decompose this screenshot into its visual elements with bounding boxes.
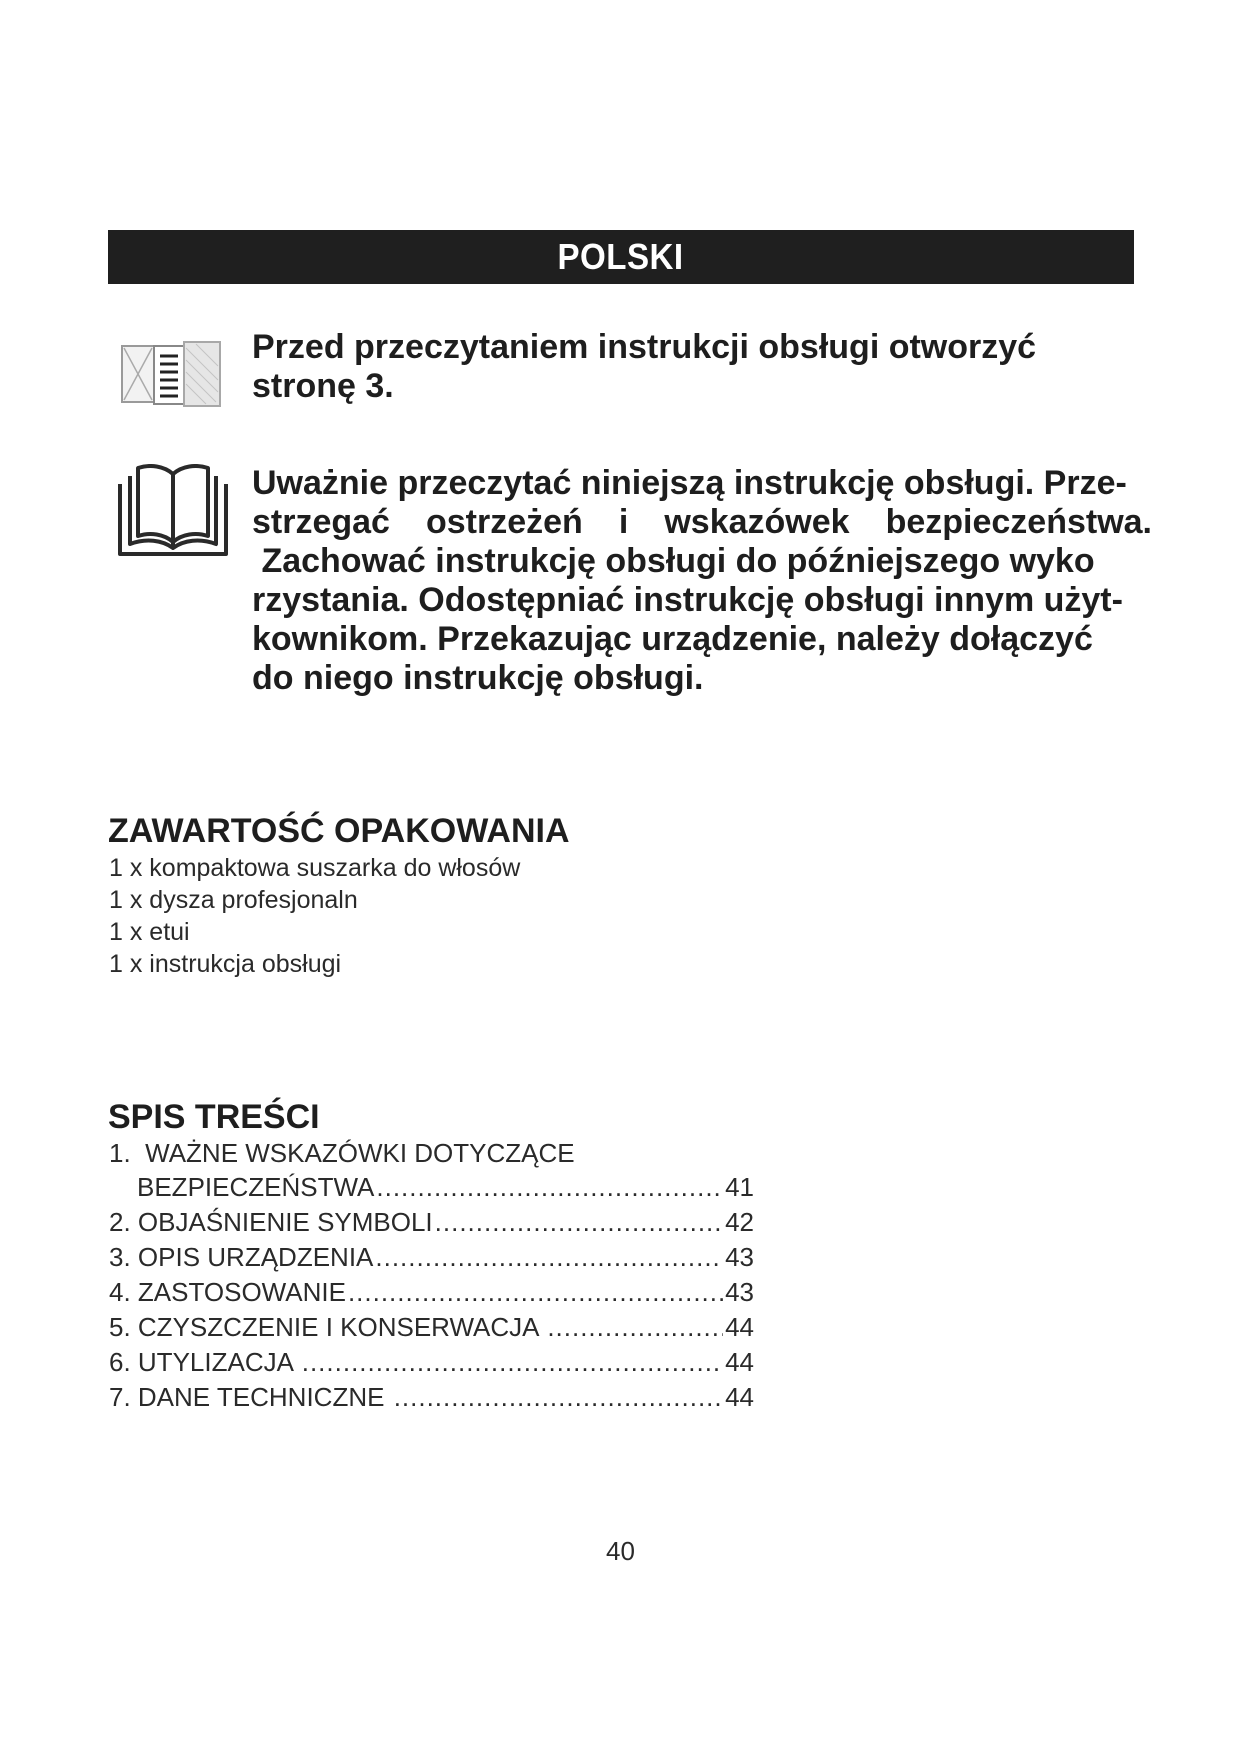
toc-entry [109, 1138, 754, 1172]
toc-entry-label: 1. WAŻNE WSKAZÓWKI DOTYCZĄCE [109, 1138, 575, 1168]
toc-leader-dots [547, 1312, 723, 1343]
toc-entry[interactable] [109, 1382, 754, 1417]
toc-title: SPIS TREŚCI [108, 1098, 320, 1136]
read-manual-line: Uważnie przeczytać niniejszą instrukcję obsługi. Prze- [252, 464, 1127, 502]
toc-entry[interactable] [109, 1312, 754, 1347]
read-manual-line: kownikom. Przekazując urządzenie, należy dołączyć [252, 620, 1093, 658]
toc-entry-page: 42 [725, 1207, 754, 1237]
toc-entry-page: 44 [725, 1312, 754, 1342]
read-manual-line: Zachować instrukcję obsługi do późniejszego wyko [252, 542, 1095, 580]
toc-leader-dots [435, 1207, 723, 1238]
toc-leader-dots [376, 1172, 723, 1203]
toc-entry[interactable] [109, 1207, 754, 1242]
toc-entry[interactable] [109, 1347, 754, 1382]
fold-out-page-icon [120, 338, 224, 412]
read-manual-line: rzystania. Odostępniać instrukcję obsługi innym użyt- [252, 581, 1123, 619]
read-manual-line: strzegać ostrzeżeń i wskazówek bezpieczeństwa. [252, 503, 1152, 541]
list-item: 1 x instrukcja obsługi [109, 950, 342, 978]
toc-entry[interactable] [109, 1172, 754, 1207]
package-contents-title: ZAWARTOŚĆ OPAKOWANIA [108, 812, 570, 850]
read-manual-line: do niego instrukcję obsługi. [252, 659, 704, 697]
language-title: POLSKI [557, 236, 685, 277]
toc-entry[interactable] [109, 1277, 754, 1312]
language-header-bar [108, 230, 1134, 284]
table-of-contents [109, 1138, 754, 1417]
list-item: 1 x etui [109, 918, 190, 946]
open-page-notice: Przed przeczytaniem instrukcji obsługi otworzyć stronę 3. [252, 328, 1037, 405]
toc-leader-dots [348, 1277, 723, 1308]
toc-entry-label: 3. OPIS URZĄDZENIA [109, 1242, 374, 1272]
toc-leader-dots [394, 1382, 723, 1413]
toc-entry-page: 41 [725, 1172, 754, 1202]
toc-entry-label: BEZPIECZEŃSTWA [137, 1172, 375, 1202]
list-item: 1 x kompaktowa suszarka do włosów [109, 854, 521, 882]
toc-entry[interactable] [109, 1242, 754, 1277]
toc-entry-page: 43 [725, 1277, 754, 1307]
toc-entry-page: 43 [725, 1242, 754, 1272]
toc-entry-label: 7. DANE TECHNICZNE [109, 1382, 392, 1412]
list-item: 1 x dysza profesjonaln [109, 886, 358, 914]
toc-entry-label: 6. UTYLIZACJA [109, 1347, 300, 1377]
open-book-icon [116, 464, 230, 560]
toc-leader-dots [375, 1242, 723, 1273]
toc-entry-page: 44 [725, 1382, 754, 1412]
toc-entry-label: 2. OBJAŚNIENIE SYMBOLI [109, 1207, 433, 1237]
page-number: 40 [606, 1536, 635, 1566]
package-contents-list [109, 852, 520, 980]
toc-entry-label: 5. CZYSZCZENIE I KONSERWACJA [109, 1312, 546, 1342]
toc-entry-page: 44 [725, 1347, 754, 1377]
toc-leader-dots [302, 1347, 723, 1378]
toc-entry-label: 4. ZASTOSOWANIE [109, 1277, 346, 1307]
read-manual-notice [252, 464, 1152, 698]
